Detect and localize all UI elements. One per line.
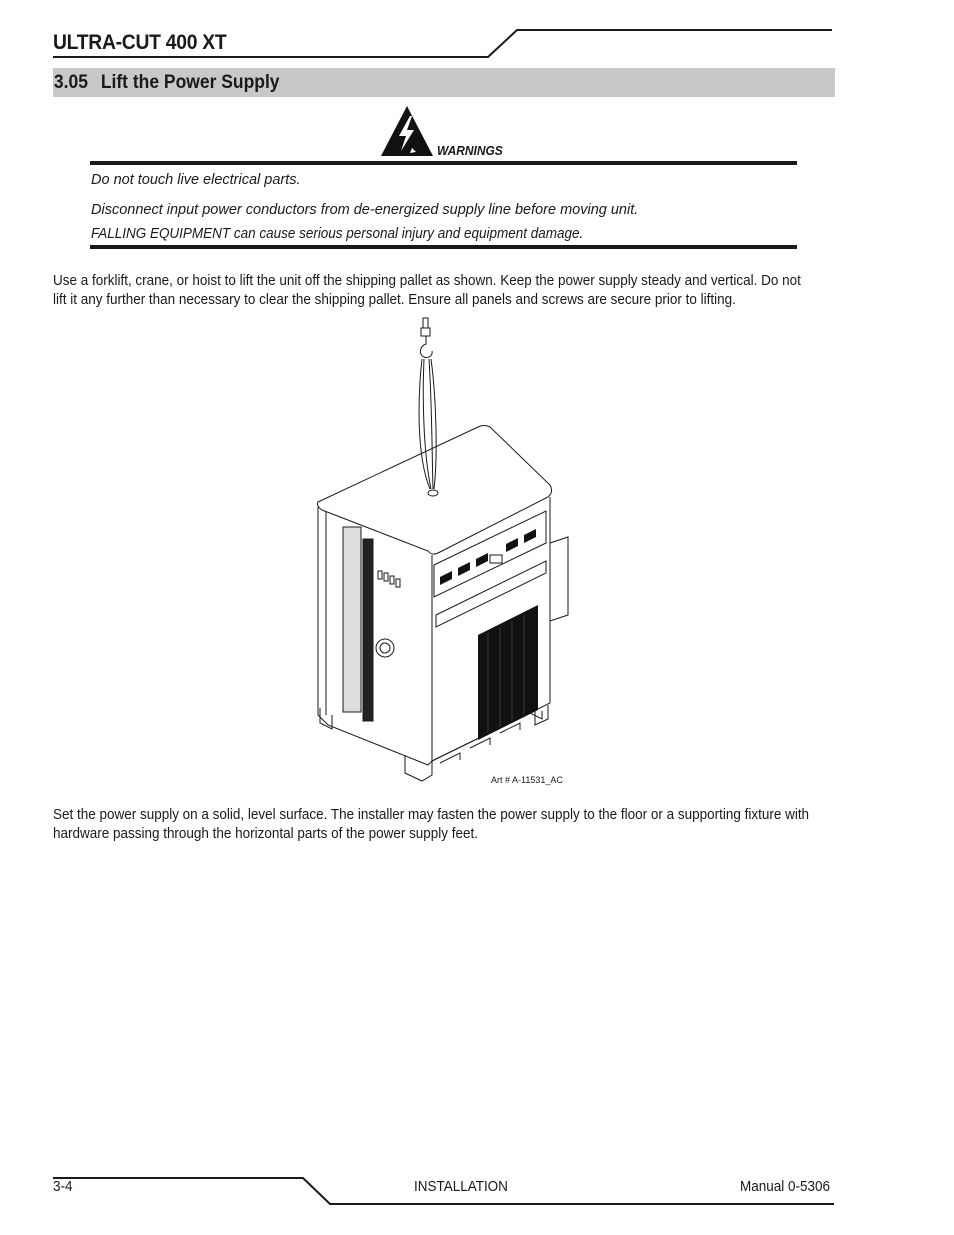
- paragraph-1-line-1: Use a forklift, crane, or hoist to lift the unit off the shipping pallet as shown. Keep the power supply steady and vertical. Do not: [53, 273, 801, 289]
- power-supply-lifting-illustration: [310, 315, 580, 785]
- warning-line-3: FALLING EQUIPMENT can cause serious personal injury and equipment damage.: [91, 226, 584, 242]
- footer-page-number: 3-4: [53, 1179, 73, 1195]
- paragraph-2-line-2: hardware passing through the horizontal parts of the power supply feet.: [53, 826, 479, 842]
- section-heading: [53, 68, 280, 97]
- footer-manual-number: Manual 0-5306: [740, 1179, 830, 1195]
- art-number-caption: Art # A-11531_AC: [491, 775, 563, 785]
- section-title: Lift the Power Supply: [100, 72, 280, 93]
- product-title: ULTRA-CUT 400 XT: [53, 31, 227, 54]
- warning-top-rule: [90, 161, 797, 165]
- paragraph-1-line-2: lift it any further than necessary to clear the shipping pallet. Ensure all panels and screws are secure prior to lifting.: [53, 292, 736, 308]
- paragraph-2-line-1: Set the power supply on a solid, level surface. The installer may fasten the power supply to the floor or a supporting fixture with: [53, 807, 810, 823]
- warning-heading: WARNINGS: [437, 143, 503, 158]
- warning-bottom-rule: [90, 245, 797, 249]
- section-number: 3.05: [53, 72, 88, 93]
- footer-section-name: INSTALLATION: [414, 1179, 508, 1195]
- warning-line-2: Disconnect input power conductors from de-energized supply line before moving unit.: [91, 202, 639, 218]
- electric-shock-warning-icon: [379, 104, 435, 158]
- warning-line-1: Do not touch live electrical parts.: [91, 172, 301, 188]
